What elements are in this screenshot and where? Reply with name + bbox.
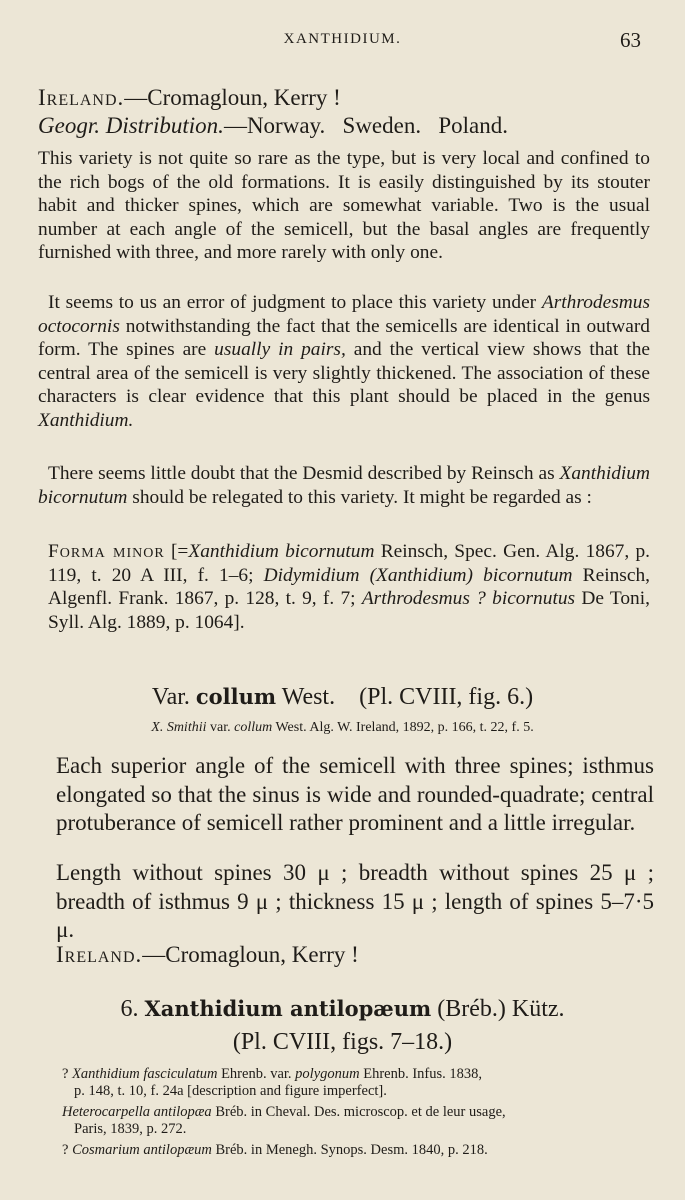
synonym-text: Ehrenb. var. bbox=[217, 1066, 296, 1082]
paragraph-description: Each superior angle of the semicell with three spines; isthmus elongated so that the sinus is wide and rounded-quadrate; central protuberance of semicell rather prominent and a little irregular. bbox=[56, 753, 654, 835]
reference-text: var. bbox=[206, 720, 235, 735]
distribution-text: —Norway. Sweden. Poland. bbox=[223, 113, 508, 138]
paragraph-1: This variety is not quite so rare as the type, but is very local and confined to the rich bogs of the old formations. It is easily distinguished by its stouter habit and thicker spines, which are somewhat variable. Two is the usual number at each angle of the semicell, but the basal angles are frequently furnished with three, and more rarely with only one. bbox=[38, 148, 650, 264]
running-title: XANTHIDIUM. bbox=[283, 31, 402, 47]
paragraph-3-text: should be relegated to this variety. It might be regarded as : bbox=[127, 486, 592, 508]
variety-author: West. bbox=[276, 684, 336, 710]
species-name: Xanthidium antilopæum bbox=[144, 996, 432, 1021]
species-plate-ref: (Pl. CVIII, figs. 7–18.) bbox=[232, 1029, 453, 1055]
forma-text: De Toni, Syll. Alg. 1889, p. 1064]. bbox=[48, 588, 650, 633]
synonym-continuation: Paris, 1839, p. 272. bbox=[74, 1121, 187, 1137]
page-number: 63 bbox=[620, 28, 641, 52]
variety-reference bbox=[0, 720, 685, 736]
taxon-name: Arthrodesmus octocornis bbox=[38, 292, 650, 337]
synonym-continuation: p. 148, t. 10, f. 24a [description and figure imperfect]. bbox=[74, 1083, 387, 1099]
taxon-name: collum bbox=[234, 720, 273, 735]
variety-heading bbox=[0, 684, 685, 711]
emphasis: usually in pairs, bbox=[214, 339, 346, 361]
locality-line-2 bbox=[56, 941, 654, 970]
locality-distribution-block bbox=[38, 84, 650, 140]
synonym-text: Ehrenb. Infus. 1838, bbox=[359, 1066, 483, 1082]
synonym-text: Bréb. in Menegh. Synops. Desm. 1840, p. 218. bbox=[211, 1142, 488, 1158]
paragraph-measurements: Length without spines 30 μ ; breadth without spines 25 μ ; breadth of isthmus 9 μ ; thickness 15 μ ; length of spines 5–7·5 μ. bbox=[56, 860, 654, 942]
taxon-name: polygonum bbox=[295, 1066, 360, 1082]
forma-label: Forma minor bbox=[48, 541, 165, 562]
locality-label: Ireland. bbox=[56, 942, 143, 967]
taxon-name: Xanthidium fasciculatum bbox=[72, 1066, 218, 1082]
taxon-name: X. Smithii bbox=[151, 720, 207, 735]
reference-text: West. Alg. W. Ireland, 1892, p. 166, t. 22, f. 5. bbox=[272, 720, 534, 735]
species-heading bbox=[0, 996, 685, 1023]
locality-line bbox=[38, 84, 650, 112]
taxon-name: Xanthidium bicornutum bbox=[38, 463, 650, 508]
species-author: (Bréb.) Kütz. bbox=[431, 996, 565, 1022]
locality-label: Ireland. bbox=[38, 85, 125, 110]
page-header bbox=[0, 28, 685, 52]
doubt-mark: ? bbox=[62, 1066, 73, 1082]
synonym-text: Bréb. in Cheval. Des. microscop. et de leur usage, bbox=[211, 1104, 506, 1120]
paragraph-2-text: It seems to us an error of judgment to place this variety under bbox=[48, 292, 542, 313]
paragraph-2-text: and the vertical view shows that the central area of the semicell is very slightly thickened. The association of these characters is clear evidence that this plant should be placed in the genus bbox=[38, 339, 650, 408]
variety-prefix: Var. bbox=[151, 684, 196, 710]
synonym-entry bbox=[62, 1104, 660, 1138]
taxon-name: Didymidium (Xanthidium) bicornutum bbox=[263, 564, 573, 586]
taxon-name: Cosmarium antilopæum bbox=[72, 1142, 212, 1158]
taxon-name: Xanthidium. bbox=[38, 409, 134, 431]
taxon-name: Heterocarpella antilopæa bbox=[62, 1104, 212, 1120]
paragraph-3-text: There seems little doubt that the Desmid described by Reinsch as bbox=[48, 463, 560, 484]
variety-name: collum bbox=[195, 684, 277, 709]
taxon-name: Arthrodesmus ? bicornutus bbox=[361, 588, 576, 610]
distribution-label: Geogr. Distribution. bbox=[38, 113, 224, 138]
taxon-name: Xanthidium bicornutum bbox=[188, 541, 375, 562]
paragraph-2 bbox=[38, 291, 650, 433]
species-number: 6. bbox=[120, 996, 145, 1022]
doubt-mark: ? bbox=[62, 1142, 73, 1158]
paragraph-2-text: notwithstanding the fact that the semicells are identical in outward form. The spines are bbox=[38, 315, 650, 361]
forma-text: [= bbox=[164, 541, 189, 562]
forma-minor-paragraph bbox=[38, 540, 650, 634]
locality-text: —Cromagloun, Kerry ! bbox=[124, 85, 341, 110]
synonym-entry bbox=[62, 1142, 660, 1159]
synonym-entry bbox=[62, 1066, 660, 1100]
locality-text: —Cromagloun, Kerry ! bbox=[142, 942, 359, 967]
forma-text: Reinsch, Algenfl. Frank. 1867, p. 128, t. 9, f. 7; bbox=[48, 564, 650, 610]
distribution-line bbox=[38, 112, 650, 140]
variety-plate-ref: (Pl. CVIII, fig. 6.) bbox=[359, 684, 534, 710]
forma-text: Reinsch, Spec. Gen. Alg. 1867, p. 119, t. 20 A III, f. 1–6; bbox=[48, 541, 650, 586]
paragraph-3 bbox=[38, 462, 650, 509]
